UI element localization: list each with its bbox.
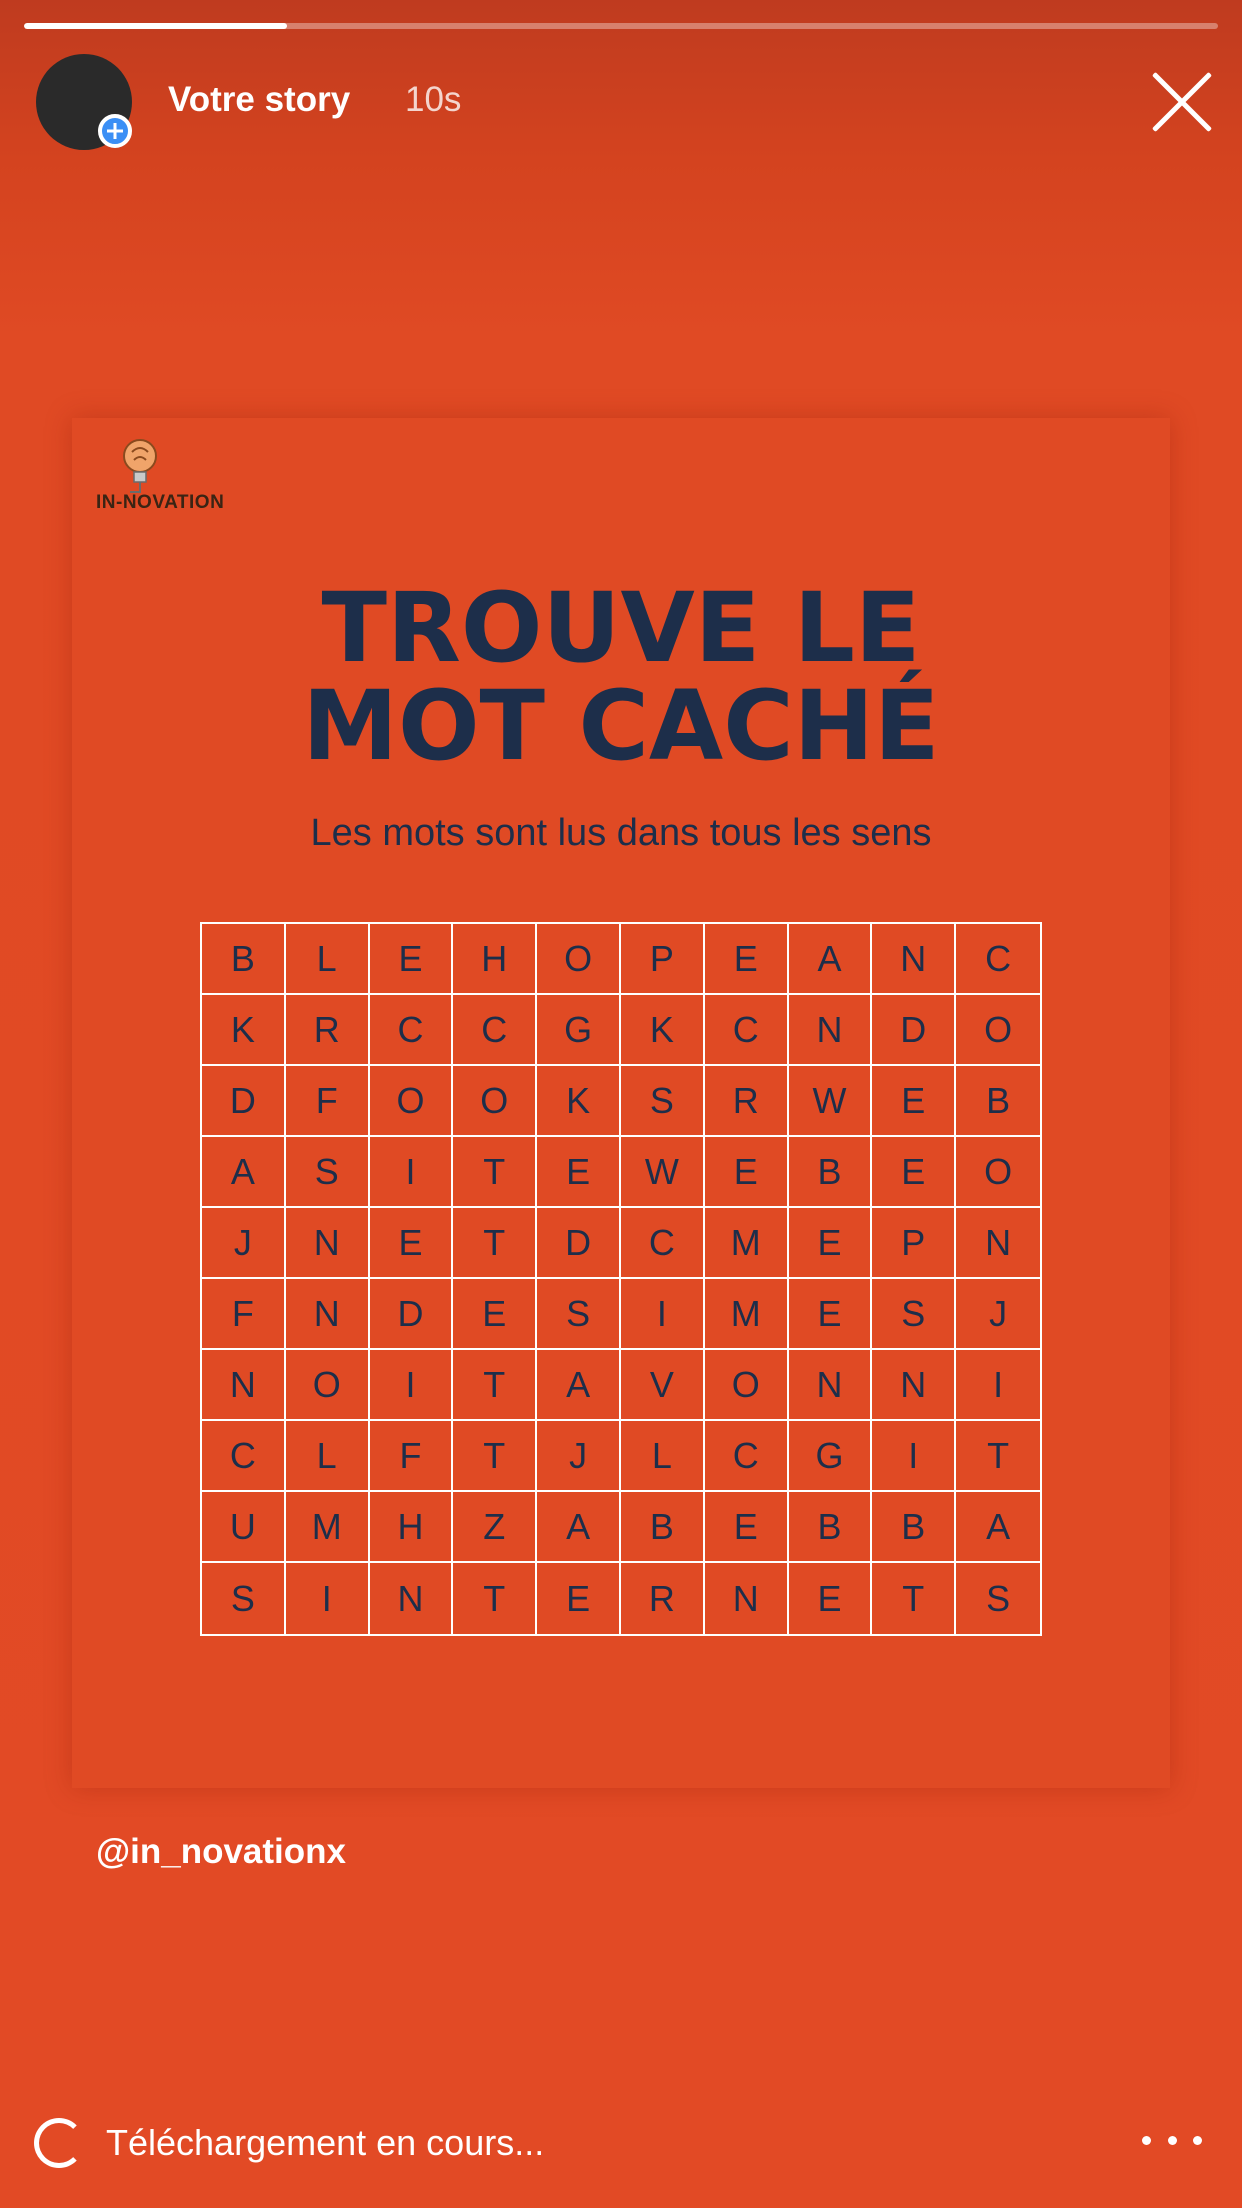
grid-cell: C — [705, 1421, 789, 1492]
grid-cell: T — [453, 1421, 537, 1492]
grid-cell: K — [202, 995, 286, 1066]
grid-cell: J — [956, 1279, 1040, 1350]
story-title[interactable]: Votre story — [168, 80, 351, 119]
grid-cell: W — [789, 1066, 873, 1137]
plus-badge-icon[interactable] — [98, 114, 132, 148]
bottom-bar — [0, 2110, 1242, 2180]
grid-cell: B — [872, 1492, 956, 1563]
grid-cell: B — [789, 1137, 873, 1208]
more-dots-icon[interactable] — [1142, 2128, 1202, 2152]
grid-cell: S — [202, 1563, 286, 1634]
grid-cell: L — [621, 1421, 705, 1492]
grid-cell: P — [621, 924, 705, 995]
grid-cell: C — [202, 1421, 286, 1492]
grid-cell: E — [537, 1137, 621, 1208]
grid-cell: S — [986, 1577, 1011, 1619]
grid-cell: I — [872, 1421, 956, 1492]
grid-cell: W — [621, 1137, 705, 1208]
grid-cell: C — [453, 995, 537, 1066]
grid-cell: U — [202, 1492, 286, 1563]
grid-cell: T — [453, 1208, 537, 1279]
grid-cell: N — [872, 924, 956, 995]
grid-cell: V — [621, 1350, 705, 1421]
grid-cell: E — [453, 1279, 537, 1350]
grid-cell: R — [286, 995, 370, 1066]
close-icon[interactable] — [1150, 70, 1214, 134]
grid-cell: A — [202, 1137, 286, 1208]
grid-cell: C — [705, 995, 789, 1066]
grid-cell: E — [872, 1137, 956, 1208]
headline-line-2: MOT CACHÉ — [302, 670, 940, 782]
grid-cell: M — [705, 1208, 789, 1279]
grid-cell: I — [956, 1350, 1040, 1421]
grid-cell: O — [537, 924, 621, 995]
lightbulb-icon — [110, 434, 170, 494]
grid-cell: N — [705, 1563, 789, 1634]
grid-cell: A — [789, 924, 873, 995]
grid-cell: N — [286, 1279, 370, 1350]
grid-cell: M — [286, 1492, 370, 1563]
grid-cell: L — [286, 1421, 370, 1492]
grid-cell: G — [789, 1421, 873, 1492]
grid-cell: N — [956, 1208, 1040, 1279]
grid-cell: O — [956, 1137, 1040, 1208]
grid-cell: H — [453, 924, 537, 995]
grid-cell: I — [621, 1279, 705, 1350]
story-progress-fill — [24, 23, 287, 29]
grid-cell: E — [537, 1563, 621, 1634]
grid-cell: E — [705, 924, 789, 995]
grid-cell: I — [370, 1350, 454, 1421]
grid-cell: N — [872, 1350, 956, 1421]
grid-cell: T — [872, 1563, 956, 1634]
grid-cell: E — [705, 1137, 789, 1208]
subtitle: Les mots sont lus dans tous les sens — [310, 812, 932, 854]
word-search-grid — [200, 922, 1042, 1636]
grid-cell: F — [202, 1279, 286, 1350]
grid-cell: B — [202, 924, 286, 995]
innovation-logo — [96, 434, 256, 514]
grid-cell: T — [453, 1563, 537, 1634]
grid-cell: G — [537, 995, 621, 1066]
grid-cell: P — [872, 1208, 956, 1279]
grid-cell: D — [872, 995, 956, 1066]
grid-cell: E — [370, 1208, 454, 1279]
grid-cell: E — [789, 1279, 873, 1350]
grid-cell: O — [370, 1066, 454, 1137]
grid-cell: J — [537, 1421, 621, 1492]
grid-cell: N — [202, 1350, 286, 1421]
grid-cell: T — [453, 1137, 537, 1208]
logo-wordmark: IN-NOVATION — [96, 492, 225, 513]
grid-cell: E — [705, 1492, 789, 1563]
grid-cell: L — [286, 924, 370, 995]
grid-cell: E — [370, 924, 454, 995]
upload-status: Téléchargement en cours... — [106, 2122, 545, 2163]
grid-cell: C — [621, 1208, 705, 1279]
grid-cell: B — [621, 1492, 705, 1563]
grid-cell: D — [202, 1066, 286, 1137]
grid-cell: A — [956, 1492, 1040, 1563]
grid-cell: E — [789, 1208, 873, 1279]
story-progress-bar — [24, 23, 1218, 29]
grid-cell: O — [705, 1350, 789, 1421]
grid-cell: O — [956, 995, 1040, 1066]
grid-cell: E — [789, 1563, 873, 1634]
story-image-card — [72, 418, 1170, 1788]
grid-cell: N — [789, 1350, 873, 1421]
story-timestamp: 10s — [405, 80, 462, 119]
headline-line-1: TROUVE LE — [321, 572, 921, 684]
grid-cell: S — [537, 1279, 621, 1350]
grid-cell: N — [789, 995, 873, 1066]
grid-cell: S — [872, 1279, 956, 1350]
grid-cell: A — [537, 1492, 621, 1563]
grid-cell: Z — [453, 1492, 537, 1563]
grid-cell: T — [453, 1350, 537, 1421]
grid-cell: O — [286, 1350, 370, 1421]
grid-cell: N — [286, 1208, 370, 1279]
grid-cell: K — [621, 995, 705, 1066]
grid-cell: T — [956, 1421, 1040, 1492]
grid-cell: H — [370, 1492, 454, 1563]
grid-cell: E — [872, 1066, 956, 1137]
grid-cell: K — [537, 1066, 621, 1137]
grid-cell: B — [789, 1492, 873, 1563]
grid-cell: I — [286, 1563, 370, 1634]
grid-cell: F — [286, 1066, 370, 1137]
grid-cell: C — [956, 924, 1040, 995]
grid-cell: M — [705, 1279, 789, 1350]
grid-cell: O — [453, 1066, 537, 1137]
grid-cell: F — [370, 1421, 454, 1492]
grid-cell: R — [621, 1563, 705, 1634]
grid-cell: I — [370, 1137, 454, 1208]
grid-cell: J — [202, 1208, 286, 1279]
grid-cell: D — [370, 1279, 454, 1350]
grid-cell: D — [537, 1208, 621, 1279]
grid-cell: C — [370, 995, 454, 1066]
grid-cell: A — [537, 1350, 621, 1421]
mention-sticker[interactable]: @in_novationx — [96, 1832, 346, 1871]
loading-spinner-icon — [34, 2118, 84, 2168]
grid-cell: R — [705, 1066, 789, 1137]
grid-cell: N — [370, 1563, 454, 1634]
grid-cell: S — [286, 1137, 370, 1208]
grid-cell: B — [956, 1066, 1040, 1137]
grid-cell: S — [621, 1066, 705, 1137]
